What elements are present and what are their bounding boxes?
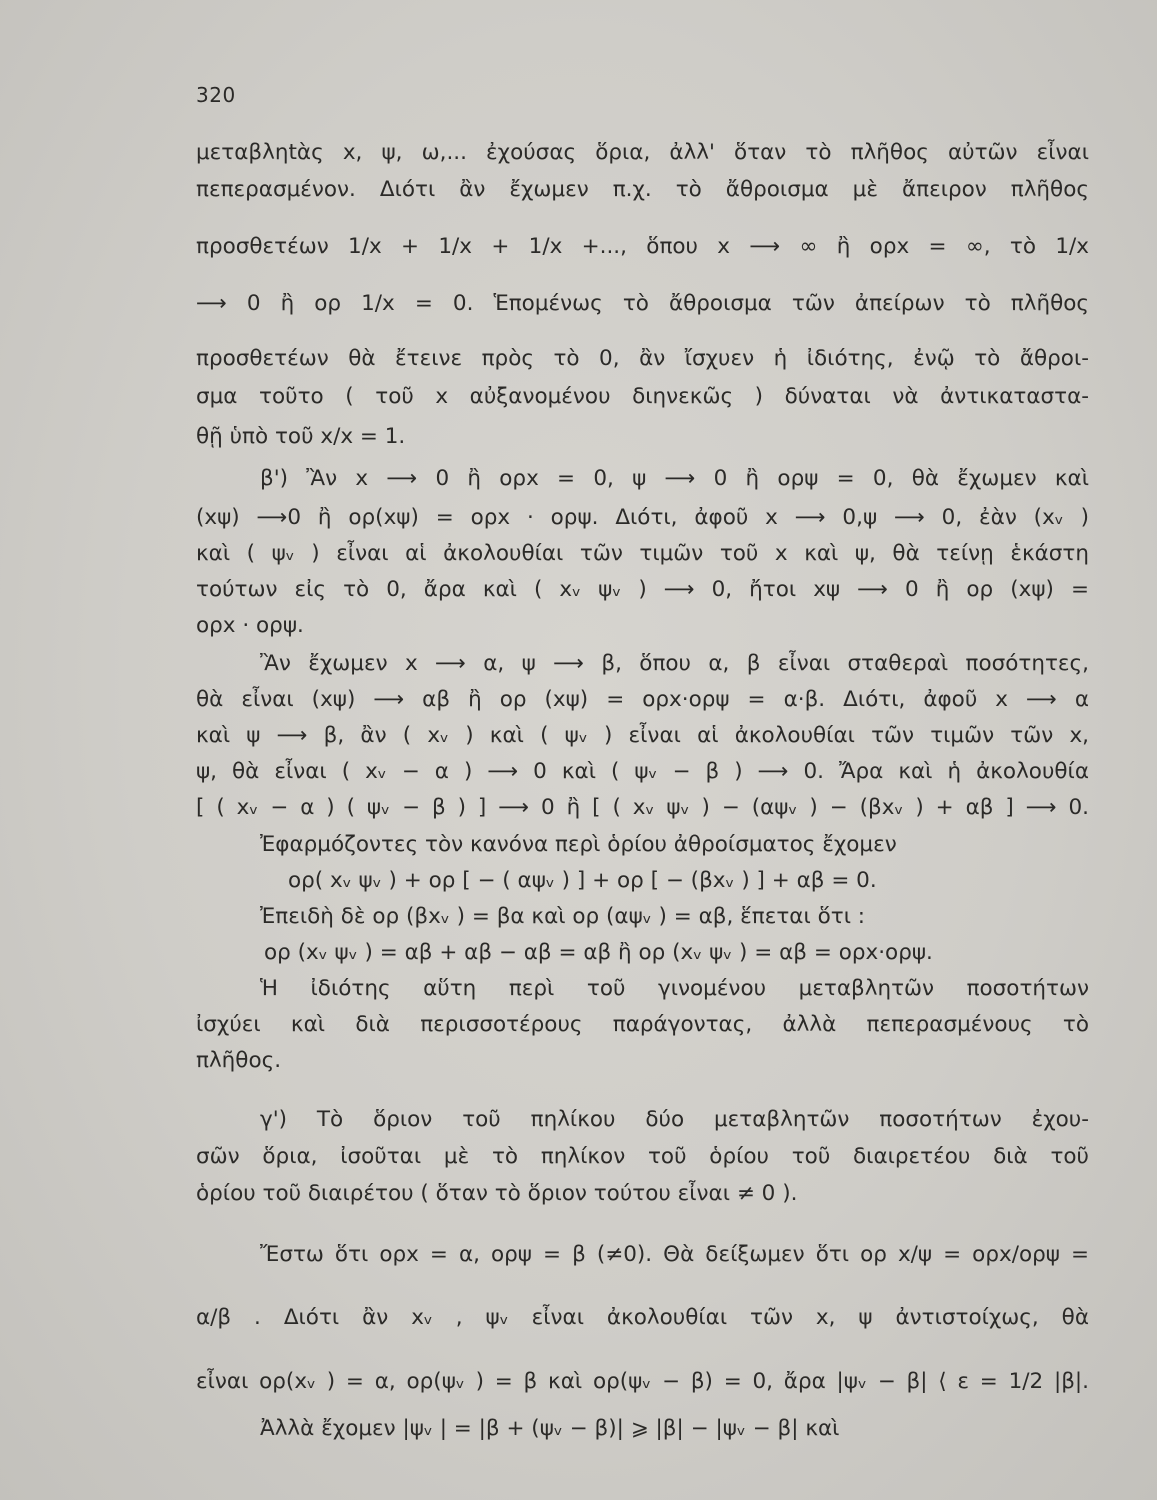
text-line: ψ, θὰ εἶναι ( xᵥ − α ) ⟶ 0 καὶ ( ψᵥ − β ) ⟶ 0. Ἄρα καὶ ἡ ἀκολουθία <box>196 759 1089 784</box>
page-number: 320 <box>196 83 236 107</box>
text-line: Ἂν ἔχωμεν x ⟶ α, ψ ⟶ β, ὅπου α, β εἶναι σταθεραὶ ποσότητες, <box>260 651 1089 676</box>
text-line: καὶ ψ ⟶ β, ἂν ( xᵥ ) καὶ ( ψᵥ ) εἶναι αἱ ἀκολουθίαι τῶν τιμῶν τῶν x, <box>196 723 1089 748</box>
text-line: προσθετέων 1/x + 1/x + 1/x +..., ὅπου x ⟶ ∞ ἢ ορx = ∞, τὸ 1/x <box>196 234 1089 259</box>
text-line: σῶν ὅρια, ἰσοῦται μὲ τὸ πηλίκον τοῦ ὁρίου τοῦ διαιρετέου διὰ τοῦ <box>196 1144 1089 1169</box>
text-line: τούτων εἰς τὸ 0, ἄρα καὶ ( xᵥ ψᵥ ) ⟶ 0, ἤτοι xψ ⟶ 0 ἢ ορ (xψ) = <box>196 577 1089 602</box>
equation-line: ορ (xᵥ ψᵥ ) = αβ + αβ − αβ = αβ ἢ ορ (xᵥ ψᵥ ) = αβ = ορx·ορψ. <box>264 940 933 965</box>
equation-line: ορ( xᵥ ψᵥ ) + ορ [ − ( αψᵥ ) ] + ορ [ − (βxᵥ ) ] + αβ = 0. <box>288 868 877 893</box>
text-line: ορx · ορψ. <box>196 613 304 638</box>
text-line: ὁρίου τοῦ διαιρέτου ( ὅταν τὸ ὅριον τούτου εἶναι ≠ 0 ). <box>196 1181 798 1206</box>
text-line: θὰ εἶναι (xψ) ⟶ αβ ἢ ορ (xψ) = ορx·ορψ = α·β. Διότι, ἀφοῦ x ⟶ α <box>196 687 1089 712</box>
text-line: μεταβληtὰς x, ψ, ω,... ἐχούσας ὅρια, ἀλλ' ὅταν τὸ πλῆθος αὐτῶν εἶναι <box>196 140 1089 165</box>
text-line: πεπερασμένον. Διότι ἂν ἔχωμεν π.χ. τὸ ἄθροισμα μὲ ἄπειρον πλῆθος <box>196 177 1089 202</box>
text-line: σμα τοῦτο ( τοῦ x αὐξανομένου διηνεκῶς ) δύναται νὰ ἀντικαταστα- <box>196 384 1089 409</box>
text-line: ἰσχύει καὶ διὰ περισσοτέρους παράγοντας, ἀλλὰ πεπερασμένους τὸ <box>196 1012 1089 1037</box>
text-line: ⟶ 0 ἢ ορ 1/x = 0. Ἑπομένως τὸ ἄθροισμα τῶν ἀπείρων τὸ πλῆθος <box>196 291 1089 316</box>
text-line: εἶναι ορ(xᵥ ) = α, ορ(ψᵥ ) = β καὶ ορ(ψᵥ − β) = 0, ἄρα |ψᵥ − β| ⟨ ε = 1/2 |β|. <box>196 1369 1089 1394</box>
text-line: Ἀλλὰ ἔχομεν |ψᵥ | = |β + (ψᵥ − β)| ⩾ |β| − |ψᵥ − β| καὶ <box>260 1416 840 1441</box>
text-line: α/β . Διότι ἂν xᵥ , ψᵥ εἶναι ἀκολουθίαι τῶν x, ψ ἀντιστοίχως, θὰ <box>196 1305 1089 1330</box>
text-line: καὶ ( ψᵥ ) εἶναι αἱ ἀκολουθίαι τῶν τιμῶν τοῦ x καὶ ψ, θὰ τείνῃ ἑκάστη <box>196 541 1089 566</box>
text-line: Ἔστω ὅτι ορx = α, ορψ = β (≠0). Θὰ δείξωμεν ὅτι ορ x/ψ = ορx/ορψ = <box>260 1242 1089 1267</box>
text-line: Ἡ ἰδιότης αὕτη περὶ τοῦ γινομένου μεταβλητῶν ποσοτήτων <box>260 976 1089 1001</box>
text-line: Ἐπειδὴ δὲ ορ (βxᵥ ) = βα καὶ ορ (αψᵥ ) = αβ, ἕπεται ὅτι : <box>260 904 866 929</box>
text-line: (xψ) ⟶0 ἢ ορ(xψ) = ορx · ορψ. Διότι, ἀφοῦ x ⟶ 0,ψ ⟶ 0, ἐὰν (xᵥ ) <box>196 505 1089 530</box>
text-line: θῇ ὑπὸ τοῦ x/x = 1. <box>196 424 406 449</box>
text-line: Ἐφαρμόζοντες τὸν κανόνα περὶ ὁρίου ἀθροίσματος ἔχομεν <box>260 832 897 857</box>
text-line: πλῆθος. <box>196 1048 282 1073</box>
text-line: β') Ἂν x ⟶ 0 ἢ ορx = 0, ψ ⟶ 0 ἢ ορψ = 0, θὰ ἔχωμεν καὶ <box>260 466 1089 491</box>
text-line: προσθετέων θὰ ἔτεινε πρὸς τὸ 0, ἂν ἴσχυεν ἡ ἰδιότης, ἐνῷ τὸ ἄθροι- <box>196 346 1089 371</box>
text-line: γ') Τὸ ὅριον τοῦ πηλίκου δύο μεταβλητῶν ποσοτήτων ἐχου- <box>260 1107 1089 1132</box>
text-line: [ ( xᵥ − α ) ( ψᵥ − β ) ] ⟶ 0 ἢ [ ( xᵥ ψᵥ ) − (αψᵥ ) − (βxᵥ ) + αβ ] ⟶ 0. <box>196 795 1089 820</box>
